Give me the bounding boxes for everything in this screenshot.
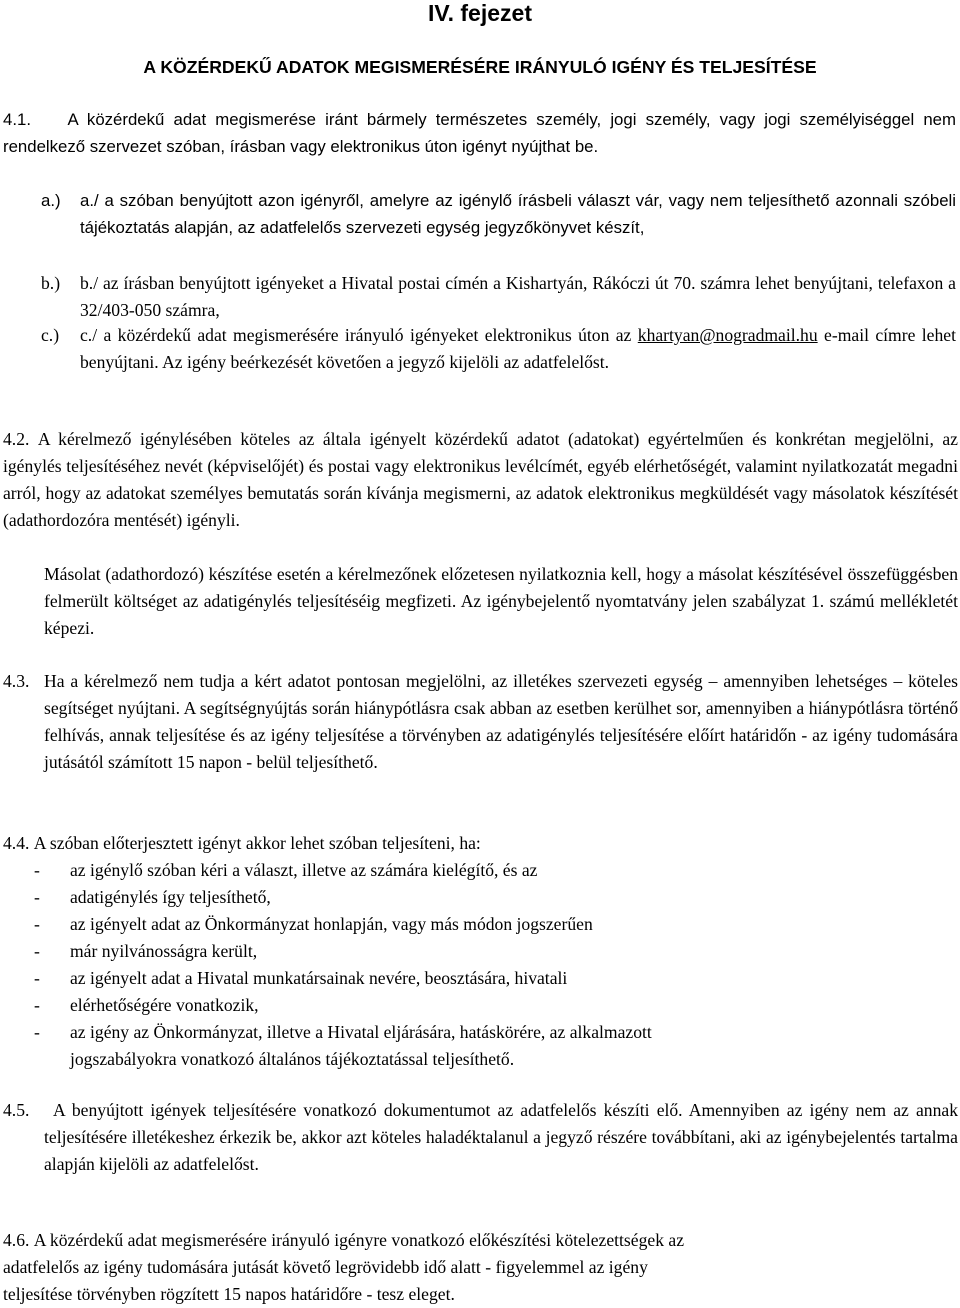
chapter-title: IV. fejezet [428, 0, 532, 26]
dash-bullet: - [34, 968, 40, 988]
section-title: A KÖZÉRDEKŰ ADATOK MEGISMERÉSÉRE IRÁNYULÓ IGÉNY ÉS TELJESÍTÉSE [143, 57, 817, 77]
paragraph-4-6-line-3: teljesítése törvényben rögzített 15 napos határidőre - tesz eleget. [3, 1284, 455, 1304]
dash-bullet: - [34, 941, 40, 961]
list-item-c-text-after: e-mail címre lehet benyújtani. Az igény beérkezését követően a jegyző kijelöli az adatfelelőst. [80, 325, 956, 372]
section-number-4-5: 4.5. [3, 1100, 30, 1120]
list-item-c-text: c./ a közérdekű adat megismerésére irányuló igényeket elektronikus úton az [80, 325, 632, 345]
list-line: az igénylő szóban kéri a választ, illetve az számára kielégítő, és az [70, 860, 538, 880]
list-item-a-marker: a.) [41, 191, 61, 210]
list-line: jogszabályokra vonatkozó általános tájékoztatással teljesíthető. [70, 1049, 515, 1069]
list-line: adatigénylés így teljesíthető, [70, 887, 271, 907]
dash-bullet: - [34, 914, 40, 934]
list-line: elérhetőségére vonatkozik, [70, 995, 259, 1015]
dash-bullet: - [34, 1022, 40, 1042]
paragraph-4-6-line-1 [3, 1227, 684, 1254]
paragraph-4-1 [3, 106, 956, 160]
dash-bullet: - [34, 860, 40, 880]
email-link[interactable]: khartyan@nogradmail.hu [637, 325, 818, 345]
intro-text: A szóban előterjesztett igényt akkor lehet szóban teljesíteni, ha: [33, 833, 481, 853]
list-item-c-marker: c.) [41, 325, 60, 345]
paragraph-text: A közérdekű adat megismerésére irányuló igényre vonatkozó előkészítési kötelezettségek az [33, 1230, 685, 1250]
list-item-a: a./ a szóban benyújtott azon igényről, amelyre az igénylő írásbeli választ vár, vagy nem teljesíthető azonnali szóbeli tájékoztatás alapján, az adatfelelős szervezeti egység jegyzőkönyvet készít, [80, 191, 956, 237]
section-number: 4.6. [3, 1230, 30, 1250]
paragraph-4-5: A benyújtott igények teljesítésére vonatkozó dokumentumot az adatfelelős készíti elő. Amennyiben az igény nem az annak teljesítésére illetékeshez érkezik be, akkor azt köteles haladéktalanul a jegyző részére továbbítani, aki az igénybejelentés tartalma alapján kijelöli az adatfelelőst. [44, 1100, 958, 1174]
list-line: az igény az Önkormányzat, illetve a Hivatal eljárására, hatáskörére, az alkalmazott [70, 1022, 652, 1042]
paragraph-4-2 [3, 426, 958, 534]
list-line: az igényelt adat az Önkormányzat honlapján, vagy más módon jogszerűen [70, 914, 593, 934]
paragraph-4-6-line-2: adatfelelős az igény tudomására jutását követő legrövidebb idő alatt - figyelemmel az igény [3, 1257, 648, 1277]
paragraph-4-3: Ha a kérelmező nem tudja a kért adatot pontosan megjelölni, az illetékes szervezeti egység – amennyiben lehetséges – köteles segítséget nyújtani. A segítségnyújtás során hiánypótlásra csak abban az esetben kerülhet sor, amennyiben a hiánypótlásra történő felhívás, annak teljesítése és az igény teljesítése a törvényben az adatigénylés teljesítésére előírt határidőn - az igény tudomására jutásától számított 15 napon - belül teljesíthető. [44, 671, 958, 772]
section-number-4-3: 4.3. [3, 671, 30, 691]
list-item-b-marker: b.) [41, 273, 61, 293]
paragraph-text: A közérdekű adat megismerése iránt bármely természetes személy, jogi személy, vagy jogi személyiséggel nem rendelkező szervezet szóban, írásban vagy elektronikus úton igényt nyújthat be. [3, 110, 956, 156]
section-number: 4.1. [3, 110, 31, 129]
list-line: már nyilvánosságra került, [70, 941, 258, 961]
list-item-b: b./ az írásban benyújtott igényeket a Hivatal postai címén a Kishartyán, Rákóczi út 70. számra lehet benyújtani, telefaxon a 32/403-050 számra, [80, 273, 956, 320]
dash-bullet: - [34, 995, 40, 1015]
list-line: az igényelt adat a Hivatal munkatársainak nevére, beosztására, hivatali [70, 968, 568, 988]
section-number: 4.2. [3, 429, 30, 449]
list-item-c [80, 322, 956, 376]
dash-bullet: - [34, 887, 40, 907]
section-number: 4.4. [3, 833, 30, 853]
paragraph-4-4-intro [3, 830, 481, 857]
paragraph-text: A kérelmező igénylésében köteles az általa igényelt közérdekű adatot (adatokat) egyértelműen és konkrétan megjelölni, az igénylés teljesítéséhez nevét (képviselőjét) és postai vagy elektronikus levélcímét, egyéb elérhetőségét, valamint nyilatkozatát megadni arról, hogy az adatokat személyes bemutatás során kívánja megismerni, az adatok elektronikus megküldését vagy másolatok készítését (adathordozóra mentését) igényli. [3, 429, 958, 530]
paragraph-4-2-continued: Másolat (adathordozó) készítése esetén a kérelmezőnek előzetesen nyilatkoznia kell, hogy a másolat készítésével összefüggésben felmerült költséget az adatigénylés teljesítéséig megfizeti. Az igénybejelentő nyomtatvány jelen szabályzat 1. számú mellékletét képezi. [44, 564, 958, 638]
